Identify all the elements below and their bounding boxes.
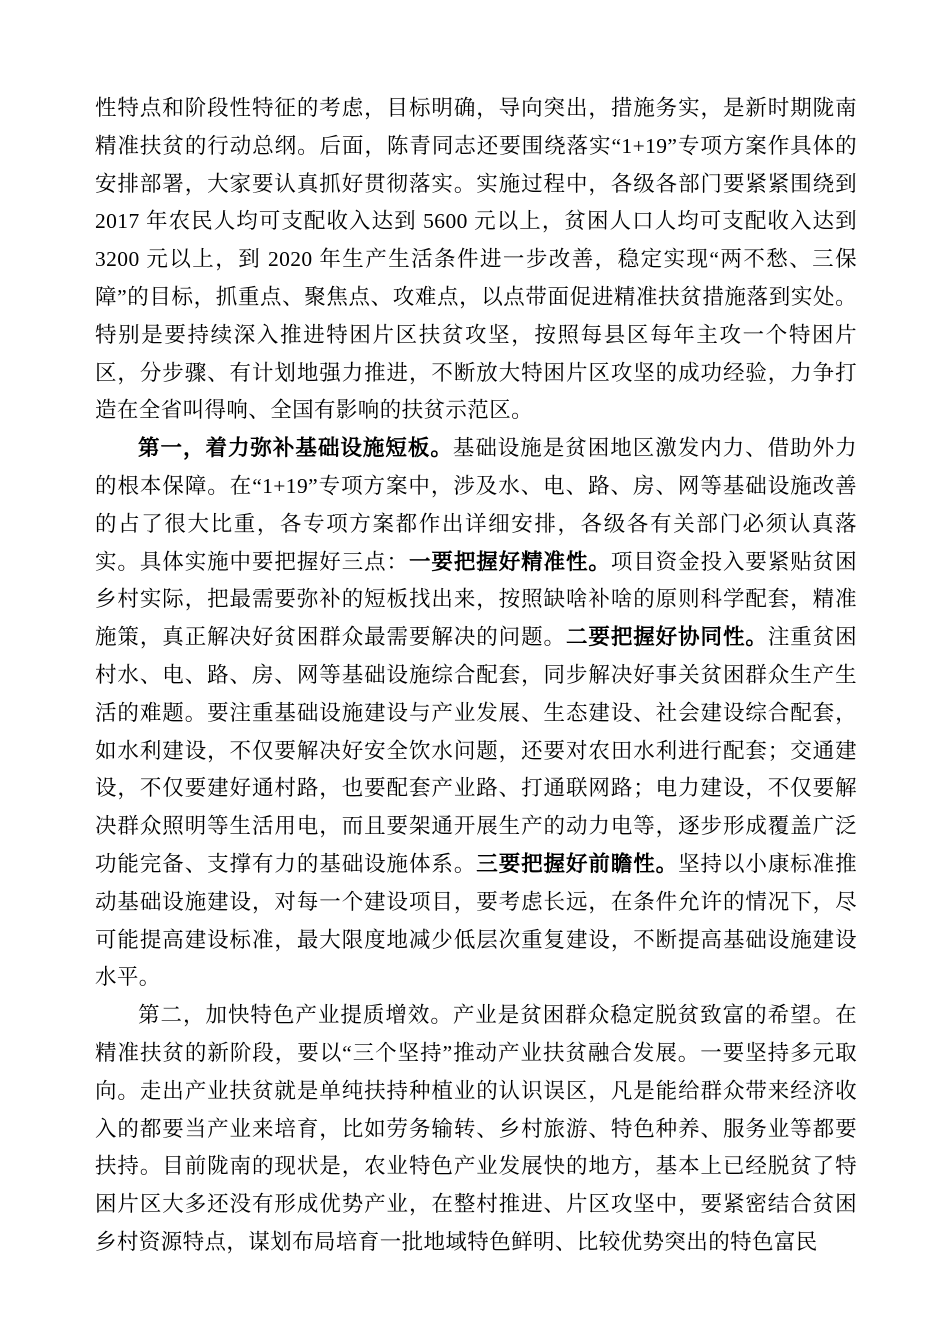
text-run: 项目资金投入要紧贴贫困乡村实际，把最需要弥补的短板找出来，按照缺啥补啥的原则科学配套，精准施策，真正解决好贫困群众最需要解决的问题。 [95,549,857,650]
text-run: 注重贫困村水、电、路、房、网等基础设施综合配套，同步解决好事关贫困群众生产生活的难题。要注重基础设施建设与产业发展、生态建设、社会建设综合配套，如水利建设，不仅要解决好安全饮水问题，还要对农田水利进行配套；交通建设，不仅要建好通村路，也要配套产业路、打通联网路；电力建设，不仅要解决群众照明等生活用电，而且要架通开展生产的动力电等，逐步形成覆盖广泛功能完备、支撑有力的基础设施体系。 [95,625,857,876]
bold-text-run: 一要把握好精准性。 [408,549,611,574]
document-body [95,90,857,1262]
text-run: 坚持以小康标准推动基础设施建设，对每一个建设项目，要考虑长远，在条件允许的情况下，尽可能提高建设标准，最大限度地减少低层次重复建设，不断提高基础设施建设水平。 [95,851,857,990]
bold-text-run: 二要把握好协同性。 [565,625,768,650]
paragraph [95,997,857,1262]
paragraph [95,430,857,997]
bold-text-run: 第一，着力弥补基础设施短板。 [138,436,453,461]
paragraph [95,90,857,430]
text-run: 第二，加快特色产业提质增效。产业是贫困群众稳定脱贫致富的希望。在精准扶贫的新阶段，要以“三个坚持”推动产业扶贫融合发展。一要坚持多元取向。走出产业扶贫就是单纯扶持种植业的认识误区，凡是能给群众带来经济收入的都要当产业来培育，比如劳务输转、乡村旅游、特色种养、服务业等都要扶持。目前陇南的现状是，农业特色产业发展快的地方，基本上已经脱贫了特困片区大多还没有形成优势产业，在整村推进、片区攻坚中，要紧密结合贫困乡村资源特点，谋划布局培育一批地域特色鲜明、比较优势突出的特色富民 [95,1003,857,1254]
text-run: 基础设施是贫困地区激发内力、借助外力的根本保障。在“1+19”专项方案中，涉及水、电、路、房、网等基础设施改善的占了很大比重，各专项方案都作出详细安排，各级各有关部门必须认真落实。具体实施中要把握好三点： [95,436,858,574]
text-run: 性特点和阶段性特征的考虑，目标明确，导向突出，措施务实，是新时期陇南精准扶贫的行动总纲。后面，陈青同志还要围绕落实“1+19”专项方案作具体的安排部署，大家要认真抓好贯彻落实。实施过程中，各级各部门要紧紧围绕到 2017 年农民人均可支配收入达到 5600 元以上，贫困人口人均可支配收入达到 3200 元以上，到 2020 年生产生活条件进一步改善，稳定实现“两不愁、三保障”的目标，抓重点、聚焦点、攻难点，以点带面促进精准扶贫措施落到实处。特别是要持续深入推进特困片区扶贫攻坚，按照每县区每年主攻一个特困片区，分步骤、有计划地强力推进，不断放大特困片区攻坚的成功经验，力争打造在全省叫得响、全国有影响的扶贫示范区。 [95,96,857,423]
bold-text-run: 三要把握好前瞻性。 [476,851,679,876]
